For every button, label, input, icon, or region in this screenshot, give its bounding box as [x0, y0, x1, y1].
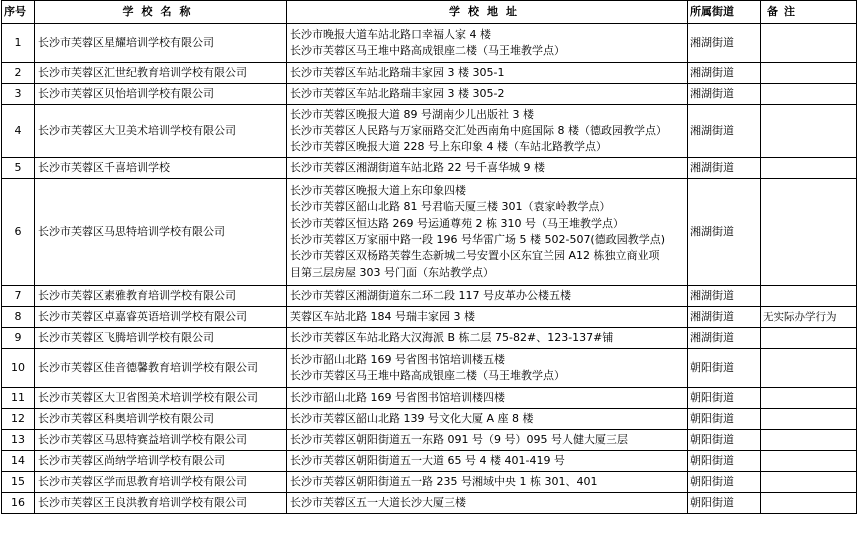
address-line: 长沙市芙蓉区万家丽中路一段 196 号华雷广场 5 楼 502-507(德政园教学点)	[290, 233, 666, 246]
address-line: 长沙市芙蓉区五一大道长沙大厦三楼	[290, 495, 466, 509]
row-school-address	[287, 388, 688, 409]
row-street: 朝阳街道	[688, 409, 761, 430]
row-school-name: 长沙市芙蓉区尚纳学培训学校有限公司	[35, 451, 287, 472]
header-note: 备注	[761, 1, 857, 24]
address-line: 长沙市芙蓉区湘湖街道东二环二段 117 号皮革办公楼五楼	[290, 288, 571, 302]
row-street: 湘湖街道	[688, 307, 761, 328]
row-note	[761, 430, 857, 451]
header-street: 所属街道	[688, 1, 761, 24]
row-serial-no: 3	[2, 84, 35, 105]
row-serial-no: 6	[2, 179, 35, 286]
header-row	[2, 1, 857, 24]
row-serial-no: 7	[2, 286, 35, 307]
row-school-name: 长沙市芙蓉区卓嘉睿英语培训学校有限公司	[35, 307, 287, 328]
row-note	[761, 472, 857, 493]
row-note	[761, 286, 857, 307]
row-note	[761, 179, 857, 286]
row-serial-no: 15	[2, 472, 35, 493]
address-line: 长沙市晚报大道车站北路口幸福人家 4 楼	[290, 27, 491, 41]
row-street: 湘湖街道	[688, 179, 761, 286]
table-row	[2, 63, 857, 84]
row-school-name: 长沙市芙蓉区马思特赛益培训学校有限公司	[35, 430, 287, 451]
address-line: 长沙市芙蓉区恒达路 269 号运通尊苑 2 栋 310 号（马王堆教学点）	[290, 216, 624, 230]
row-school-name: 长沙市芙蓉区大卫美术培训学校有限公司	[35, 105, 287, 158]
address-line: 长沙市芙蓉区人民路与万家丽路交汇处西南角中庭国际 8 楼（德政园教学点）	[290, 123, 667, 137]
row-street: 湘湖街道	[688, 84, 761, 105]
address-line: 长沙市芙蓉区朝阳街道五一路 235 号湘域中央 1 栋 301、401	[290, 474, 598, 488]
header-serial-no: 序号	[2, 1, 35, 24]
row-note	[761, 84, 857, 105]
address-line: 目第三层房屋 303 号门面（东站教学点）	[290, 265, 494, 279]
row-street: 朝阳街道	[688, 349, 761, 388]
row-serial-no: 9	[2, 328, 35, 349]
table-row	[2, 158, 857, 179]
row-street: 朝阳街道	[688, 493, 761, 514]
row-note	[761, 388, 857, 409]
row-street: 湘湖街道	[688, 24, 761, 63]
row-school-name: 长沙市芙蓉区王良洪教育培训学校有限公司	[35, 493, 287, 514]
header-school-address: 学校地址	[287, 1, 688, 24]
row-note: 无实际办学行为	[761, 307, 857, 328]
row-school-name: 长沙市芙蓉区素雅教育培训学校有限公司	[35, 286, 287, 307]
row-school-name: 长沙市芙蓉区飞腾培训学校有限公司	[35, 328, 287, 349]
row-school-name: 长沙市芙蓉区大卫省图美术培训学校有限公司	[35, 388, 287, 409]
row-school-address	[287, 105, 688, 158]
row-school-address	[287, 286, 688, 307]
row-note	[761, 409, 857, 430]
row-serial-no: 2	[2, 63, 35, 84]
address-line: 长沙市芙蓉区马王堆中路高成银座二楼（马王堆教学点）	[290, 369, 565, 382]
table-row	[2, 286, 857, 307]
row-serial-no: 11	[2, 388, 35, 409]
address-line: 长沙市韶山北路 169 号省图书馆培训楼四楼	[290, 390, 505, 404]
table-row	[2, 84, 857, 105]
row-school-name: 长沙市芙蓉区科奥培训学校有限公司	[35, 409, 287, 430]
row-school-address	[287, 472, 688, 493]
row-note	[761, 63, 857, 84]
row-note	[761, 451, 857, 472]
row-serial-no: 14	[2, 451, 35, 472]
row-note	[761, 24, 857, 63]
row-serial-no: 13	[2, 430, 35, 451]
table-row	[2, 179, 857, 286]
address-line: 长沙市韶山北路 169 号省图书馆培训楼五楼	[290, 352, 505, 366]
row-school-address	[287, 307, 688, 328]
address-line: 长沙市芙蓉区车站北路瑞丰家园 3 楼 305-2	[290, 86, 505, 100]
row-school-name: 长沙市芙蓉区千喜培训学校	[35, 158, 287, 179]
table-row	[2, 409, 857, 430]
row-street: 朝阳街道	[688, 472, 761, 493]
schools-table	[1, 0, 857, 514]
table-row	[2, 493, 857, 514]
address-line: 长沙市芙蓉区晚报大道 89 号湖南少儿出版社 3 楼	[290, 107, 534, 121]
row-school-address	[287, 328, 688, 349]
row-school-address	[287, 24, 688, 63]
table-row	[2, 349, 857, 388]
address-line: 长沙市芙蓉区马王堆中路高成银座二楼（马王堆教学点）	[290, 44, 565, 57]
row-school-address	[287, 349, 688, 388]
header-school-name: 学校名称	[35, 1, 287, 24]
row-note	[761, 493, 857, 514]
table-row	[2, 430, 857, 451]
row-school-address	[287, 158, 688, 179]
address-line: 长沙市芙蓉区韶山北路 139 号文化大厦 A 座 8 楼	[290, 411, 534, 425]
table-row	[2, 472, 857, 493]
row-street: 湘湖街道	[688, 105, 761, 158]
row-note	[761, 349, 857, 388]
row-school-address	[287, 430, 688, 451]
address-line: 长沙市芙蓉区车站北路瑞丰家园 3 楼 305-1	[290, 65, 505, 79]
row-school-name: 长沙市芙蓉区贝怡培训学校有限公司	[35, 84, 287, 105]
row-school-address	[287, 63, 688, 84]
address-line: 长沙市芙蓉区晚报大道 228 号上东印象 4 楼（车站北路教学点）	[290, 140, 607, 154]
row-school-name: 长沙市芙蓉区马思特培训学校有限公司	[35, 179, 287, 286]
row-school-address	[287, 451, 688, 472]
address-line: 长沙市芙蓉区韶山北路 81 号君临天厦三楼 301（袁家岭教学点）	[290, 200, 611, 214]
row-serial-no: 4	[2, 105, 35, 158]
table-body	[2, 24, 857, 514]
address-line: 长沙市芙蓉区朝阳街道五一东路 091 号（9 号）095 号人健大厦三层	[290, 432, 628, 446]
row-serial-no: 16	[2, 493, 35, 514]
address-line: 长沙市芙蓉区晚报大道上东印象四楼	[290, 184, 466, 198]
row-school-address	[287, 179, 688, 286]
row-school-address	[287, 409, 688, 430]
table-row	[2, 24, 857, 63]
row-serial-no: 8	[2, 307, 35, 328]
row-school-address	[287, 84, 688, 105]
address-line: 芙蓉区车站北路 184 号瑞丰家园 3 楼	[290, 309, 475, 323]
row-note	[761, 328, 857, 349]
row-school-name: 长沙市芙蓉区佳音德馨教育培训学校有限公司	[35, 349, 287, 388]
row-street: 湘湖街道	[688, 158, 761, 179]
row-street: 朝阳街道	[688, 430, 761, 451]
table-row	[2, 307, 857, 328]
row-school-address	[287, 493, 688, 514]
row-school-name: 长沙市芙蓉区学而思教育培训学校有限公司	[35, 472, 287, 493]
address-line: 长沙市芙蓉区朝阳街道五一大道 65 号 4 楼 401-419 号	[290, 453, 565, 467]
address-line: 长沙市芙蓉区湘湖街道车站北路 22 号千喜华城 9 楼	[290, 160, 545, 174]
address-line: 长沙市芙蓉区车站北路大汉海派 B 栋二层 75-82#、123-137#铺	[290, 330, 614, 344]
table-row	[2, 388, 857, 409]
row-note	[761, 105, 857, 158]
row-street: 湘湖街道	[688, 328, 761, 349]
row-school-name: 长沙市芙蓉区汇世纪教育培训学校有限公司	[35, 63, 287, 84]
row-serial-no: 12	[2, 409, 35, 430]
row-street: 湘湖街道	[688, 286, 761, 307]
row-school-name: 长沙市芙蓉区星耀培训学校有限公司	[35, 24, 287, 63]
table-row	[2, 328, 857, 349]
address-line: 长沙市芙蓉区双杨路芙蓉生态新城二号安置小区东宜兰园 A12 栋独立商业项	[290, 249, 660, 263]
table-row	[2, 451, 857, 472]
row-serial-no: 5	[2, 158, 35, 179]
table-row	[2, 105, 857, 158]
row-street: 湘湖街道	[688, 63, 761, 84]
row-street: 朝阳街道	[688, 388, 761, 409]
row-street: 朝阳街道	[688, 451, 761, 472]
row-note	[761, 158, 857, 179]
row-serial-no: 10	[2, 349, 35, 388]
row-serial-no: 1	[2, 24, 35, 63]
